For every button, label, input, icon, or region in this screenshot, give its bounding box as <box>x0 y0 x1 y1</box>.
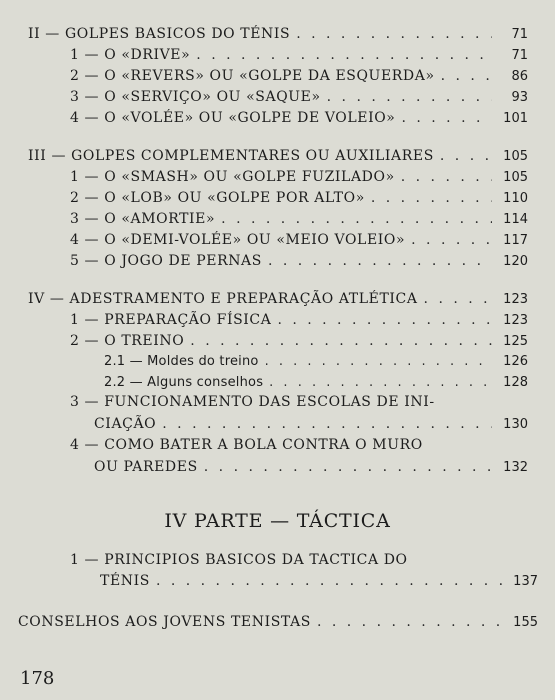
toc-entry <box>70 312 528 328</box>
dot-leader <box>204 459 492 475</box>
toc-entry-page: 125 <box>503 334 528 349</box>
toc-entry-title: 2 — O «REVERS» OU «GOLPE DA ESQUERDA» <box>70 68 435 84</box>
toc-entry-title: 2 — O TREINO <box>70 333 185 349</box>
toc-entry-title: II — GOLPES BASICOS DO TÉNIS <box>28 26 291 42</box>
toc-entry-page: 128 <box>503 375 528 390</box>
toc-entry <box>70 253 528 269</box>
toc-entry-title: 4 — O «VOLÉE» OU «GOLPE DE VOLEIO» <box>70 110 396 126</box>
toc-entry-title: 3 — O «AMORTIE» <box>70 211 216 227</box>
dot-leader <box>269 375 492 390</box>
toc-subentry <box>104 375 528 390</box>
toc-entry-page: 130 <box>503 417 528 432</box>
toc-entry-title-line2: OU PAREDES <box>94 459 198 475</box>
toc-entry-title-line2: CIAÇÃO <box>94 416 157 432</box>
dot-leader <box>424 291 492 307</box>
dot-leader <box>156 573 502 589</box>
toc-entry-page: 114 <box>503 212 528 227</box>
dot-leader <box>327 89 492 105</box>
dot-leader <box>411 232 492 248</box>
toc-entry-title: 1 — O «SMASH» OU «GOLPE FUZILADO» <box>70 169 395 185</box>
dot-leader <box>440 148 492 164</box>
dot-leader <box>162 416 492 432</box>
toc-entry <box>70 169 528 185</box>
toc-entry-chapter-3 <box>28 148 528 164</box>
toc-entry-page: 105 <box>503 170 528 185</box>
toc-entry-title: 4 — O «DEMI-VOLÉE» OU «MEIO VOLEIO» <box>70 232 406 248</box>
toc-entry-page: 117 <box>503 233 528 248</box>
toc-entry-closing <box>18 614 538 630</box>
dot-leader <box>441 68 492 84</box>
dot-leader <box>265 354 492 369</box>
toc-entry-page: 71 <box>511 48 528 63</box>
toc-entry-page: 105 <box>503 149 528 164</box>
page-number: 178 <box>20 668 55 689</box>
toc-subentry <box>104 354 528 369</box>
toc-entry <box>94 416 528 432</box>
toc-entry-page: 123 <box>503 313 528 328</box>
toc-entry <box>70 89 528 105</box>
toc-entry-title: IV — ADESTRAMENTO E PREPARAÇÃO ATLÉTICA <box>28 291 418 307</box>
toc-entry-page: 110 <box>503 191 528 206</box>
toc-entry-chapter-4 <box>28 291 528 307</box>
toc-entry <box>70 110 528 126</box>
toc-entry-chapter-2 <box>28 26 528 42</box>
dot-leader <box>401 169 492 185</box>
toc-entry-title: 1 — PREPARAÇÃO FÍSICA <box>70 312 272 328</box>
dot-leader <box>268 253 492 269</box>
toc-entry-title: 5 — O JOGO DE PERNAS <box>70 253 262 269</box>
toc-entry-title: 2.1 — Moldes do treino <box>104 354 259 369</box>
toc-entry-title: 2 — O «LOB» OU «GOLPE POR ALTO» <box>70 190 365 206</box>
toc-entry-page: 123 <box>503 292 528 307</box>
toc-entry <box>70 232 528 248</box>
toc-entry-page: 101 <box>503 111 528 126</box>
toc-entry-title-line1: 3 — FUNCIONAMENTO DAS ESCOLAS DE INI- <box>70 394 435 410</box>
dot-leader <box>401 110 492 126</box>
toc-entry-title-line1: 1 — PRINCIPIOS BASICOS DA TACTICA DO <box>70 552 408 568</box>
toc-entry-page: 86 <box>511 69 528 84</box>
toc-entry <box>70 211 528 227</box>
toc-entry <box>94 459 528 475</box>
toc-entry <box>70 190 528 206</box>
dot-leader <box>371 190 492 206</box>
dot-leader <box>296 26 492 42</box>
toc-entry-title-line2: TÉNIS <box>100 573 150 589</box>
dot-leader <box>221 211 492 227</box>
toc-entry <box>70 68 528 84</box>
toc-entry-page: 126 <box>503 354 528 369</box>
dot-leader <box>277 312 492 328</box>
toc-entry-page: 132 <box>503 460 528 475</box>
dot-leader <box>190 333 492 349</box>
toc-entry-title: CONSELHOS AOS JOVENS TENISTAS <box>18 614 311 630</box>
toc-entry-page: 120 <box>503 254 528 269</box>
toc-entry-title: III — GOLPES COMPLEMENTARES OU AUXILIARES <box>28 148 434 164</box>
toc-entry-page: 137 <box>513 574 538 589</box>
dot-leader <box>196 47 492 63</box>
toc-entry <box>100 573 538 589</box>
toc-entry-page: 93 <box>511 90 528 105</box>
toc-entry <box>70 333 528 349</box>
toc-entry-title: 3 — O «SERVIÇO» OU «SAQUE» <box>70 89 321 105</box>
toc-entry <box>70 47 528 63</box>
part-heading: IV PARTE — TÁCTICA <box>164 510 391 532</box>
toc-entry-title: 2.2 — Alguns conselhos <box>104 375 264 390</box>
toc-entry-title: 1 — O «DRIVE» <box>70 47 191 63</box>
toc-entry-page: 71 <box>511 27 528 42</box>
toc-entry-page: 155 <box>513 615 538 630</box>
dot-leader <box>317 614 502 630</box>
toc-entry-title-line1: 4 — COMO BATER A BOLA CONTRA O MURO <box>70 437 423 453</box>
